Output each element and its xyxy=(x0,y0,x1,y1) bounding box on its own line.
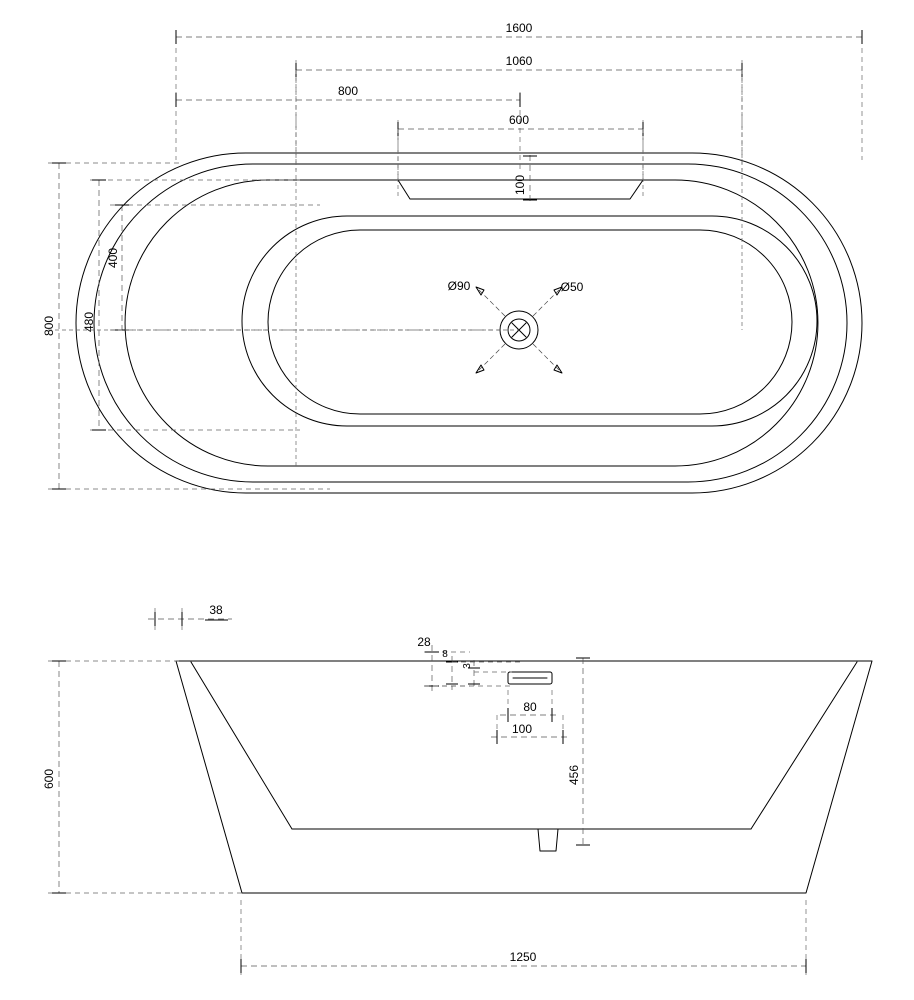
dim-600-label: 600 xyxy=(508,113,530,127)
dim-1600-label: 1600 xyxy=(505,21,533,35)
dim-100-label: 100 xyxy=(513,174,527,196)
dim-800len-label: 800 xyxy=(337,84,359,98)
front-section-view xyxy=(42,603,872,975)
top-view xyxy=(42,21,862,493)
dim-480-label: 480 xyxy=(82,311,96,333)
dim-100f-label: 100 xyxy=(511,722,533,736)
tub-rim-inner-line xyxy=(94,164,847,482)
dim-8-label: 8 xyxy=(442,649,448,660)
dim-1250-label: 1250 xyxy=(509,950,537,964)
dim-28-label: 28 xyxy=(417,635,431,649)
basin-floor-outline xyxy=(268,230,792,414)
dim-456-label: 456 xyxy=(567,764,581,786)
dim-600h-label: 600 xyxy=(42,768,56,790)
basin-outline xyxy=(242,216,817,426)
dim-3-label: 3 xyxy=(462,663,473,669)
dim-38-label: 38 xyxy=(209,603,223,617)
waste-inner-diameter-label: Ø50 xyxy=(560,280,584,294)
dim-80-label: 80 xyxy=(523,700,537,714)
tub-front-inner-profile xyxy=(191,662,857,829)
tub-front-floor-line xyxy=(292,829,751,851)
dim-400-label: 400 xyxy=(106,247,120,269)
tub-rim-second-line xyxy=(125,180,818,466)
tub-outer-outline xyxy=(76,153,862,493)
dim-800w-label: 800 xyxy=(42,315,56,337)
waste-outer-diameter-label: Ø90 xyxy=(447,279,471,293)
tub-front-outer-profile xyxy=(176,661,872,893)
dim-1060-label: 1060 xyxy=(505,54,533,68)
